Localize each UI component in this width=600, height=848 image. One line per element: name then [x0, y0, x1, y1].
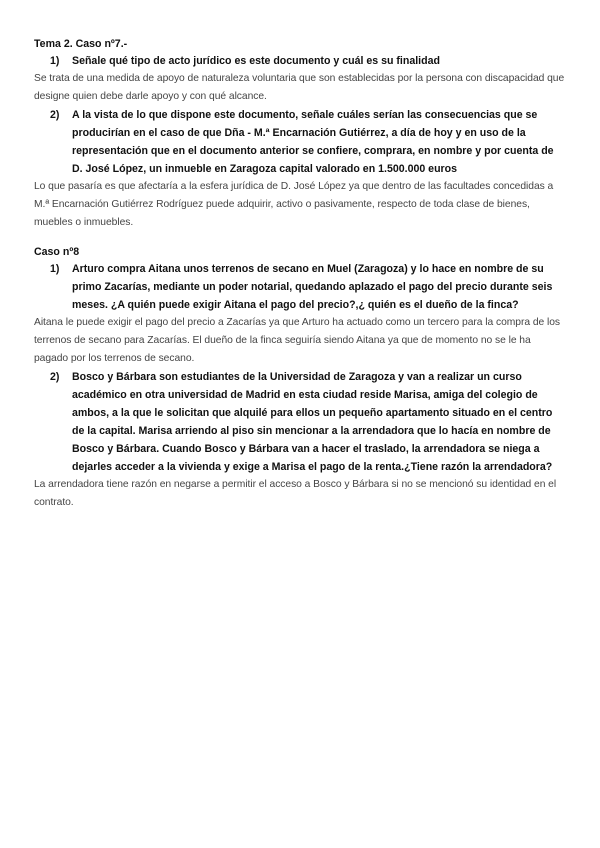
question-text: Arturo compra Aitana unos terrenos de secano en Muel (Zaragoza) y lo hace en nombre de su primo Zacarías, mediante un poder notarial, quedando aplazado el pago del precio durante seis meses. ¿A quién puede exigir Aitana el pago del precio?,¿ quién es el dueño de la finca? — [72, 263, 553, 311]
question-text: Bosco y Bárbara son estudiantes de la Universidad de Zaragoza y van a realizar un curso académico en otra universidad de Madrid en esta ciudad reside Marisa, amiga del colegio de ambos, a la que le solicitan que alquilé para ellos un pequeño apartamento situado en el centro de la capital. Marisa arriendo al piso sin mencionar a la arrendadora que lo hacía en nombre de Bosco y Bárbara. Cuando Bosco y Bárbara van a hacer el traslado, la arrendadora se niega a dejarles acceder a la vivienda y exige a Marisa el pago de la renta.¿Tiene razón la arrendadora? — [72, 371, 553, 473]
question-4 — [34, 368, 566, 476]
question-number: 1) — [50, 55, 60, 67]
section-title-caso-8: Caso nº8 — [34, 246, 80, 258]
document-page — [34, 36, 566, 512]
question-2 — [34, 106, 566, 178]
question-text: A la vista de lo que dispone este documento, señale cuáles serían las consecuencias que se producirían en el caso de que Dña - M.ª Encarnación Gutiérrez, a día de hoy y en uso de la representación que en el documento anterior se confiere, comprara, en nombre y por cuenta de D. José López, un inmueble en Zaragoza capital valorado en 1.500.000 euros — [72, 109, 554, 175]
question-number: 1) — [50, 263, 60, 275]
question-number: 2) — [50, 371, 60, 383]
question-number: 2) — [50, 109, 60, 121]
question-3 — [34, 260, 566, 314]
answer-2: Lo que pasaría es que afectaría a la esfera jurídica de D. José López ya que dentro de las facultades concedidas a M.ª Encarnación Gutiérrez Rodríguez puede adquirir, activo o pasivamente, respecto de toda clase de bienes, muebles o inmuebles. — [34, 181, 554, 228]
answer-1: Se trata de una medida de apoyo de naturaleza voluntaria que son establecidas por la persona con discapacidad que designe quien debe darle apoyo y con qué alcance. — [34, 73, 565, 102]
question-text: Señale qué tipo de acto jurídico es este documento y cuál es su finalidad — [72, 55, 440, 67]
answer-4: La arrendadora tiene razón en negarse a permitir el acceso a Bosco y Bárbara si no se mencionó su identidad en el contrato. — [34, 479, 557, 508]
answer-3: Aitana le puede exigir el pago del precio a Zacarías ya que Arturo ha actuado como un tercero para la compra de los terrenos de secano para Zacarías. El dueño de la finca seguiría siendo Aitana ya que de momento no se le ha pagado por los terrenos de secano. — [34, 317, 561, 364]
section-title-caso-7: Tema 2. Caso nº7.- — [34, 38, 128, 50]
question-1 — [34, 52, 566, 70]
